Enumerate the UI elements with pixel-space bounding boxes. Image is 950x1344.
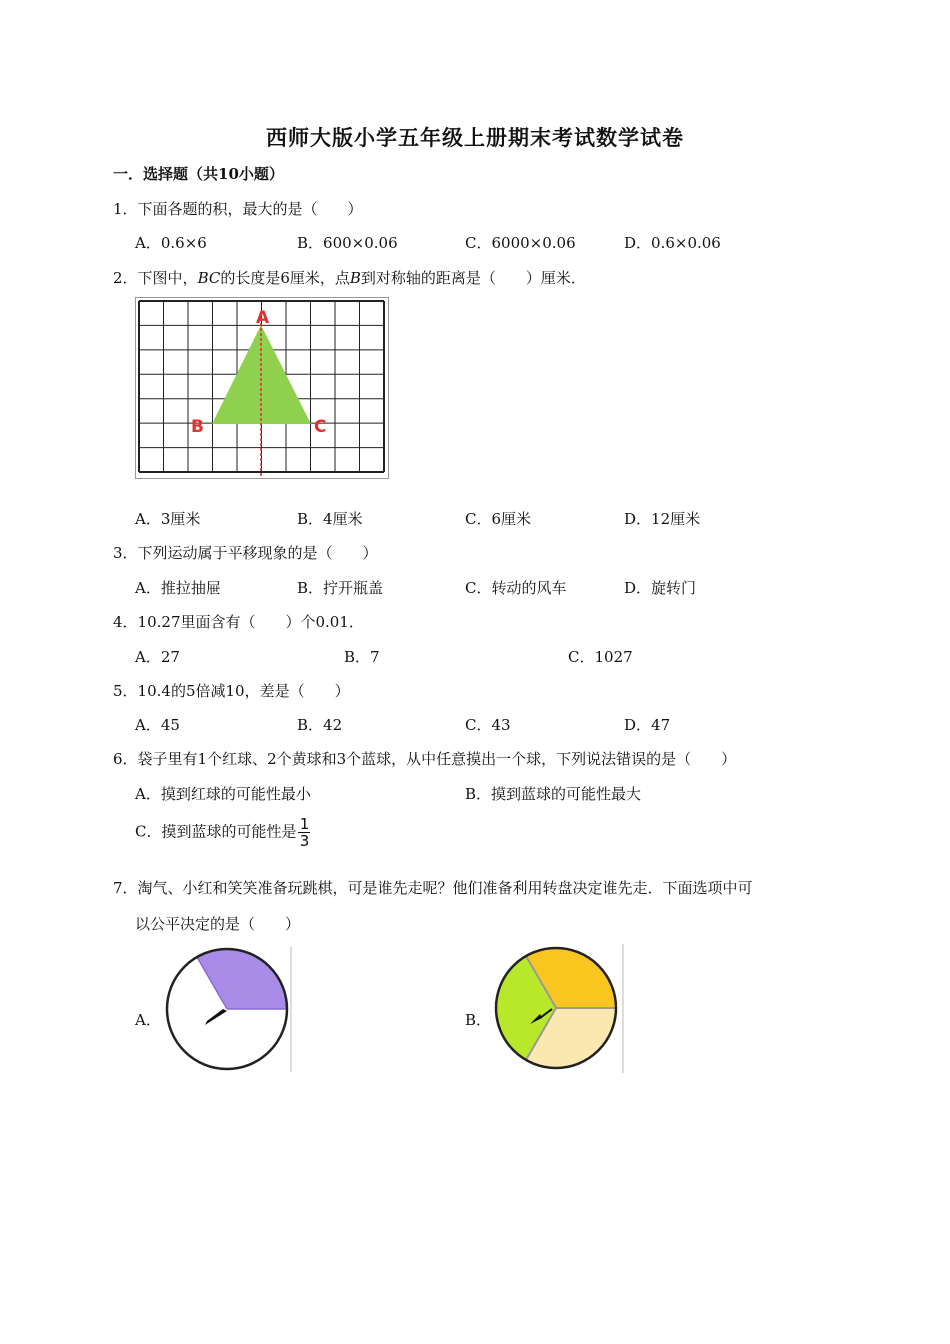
q2-option-d: D．12厘米 [624, 510, 701, 528]
question-6: 6．袋子里有1个红球、2个黄球和3个蓝球，从中任意摸出一个球，下列说法错误的是（ ） [113, 750, 737, 768]
q7-option-a-label: A． [135, 1011, 161, 1029]
q2-option-c: C．6厘米 [465, 510, 532, 528]
q1-option-c: C．6000×0.06 [465, 234, 576, 252]
fraction-numerator: 1 [299, 815, 310, 833]
section-heading: 一．选择题（共10小题） [113, 165, 284, 183]
q5-option-a: A．45 [135, 716, 180, 734]
q1-option-b: B．600×0.06 [297, 234, 398, 252]
question-2 [113, 267, 586, 288]
spinner-b [492, 942, 626, 1074]
q3-option-b: B．拧开瓶盖 [297, 579, 384, 597]
question-4: 4．10.27里面含有（ ）个0.01． [113, 613, 364, 631]
q3-option-d: D．旋转门 [624, 579, 697, 597]
question-7-line-1: 7．淘气、小红和笑笑准备玩跳棋，可是谁先走呢？他们准备利用转盘决定谁先走．下面选项中可 [113, 879, 753, 897]
label-a: A [256, 308, 270, 328]
q3-option-c: C．转动的风车 [465, 579, 567, 597]
q1-option-d: D．0.6×0.06 [624, 234, 721, 252]
question-3: 3．下列运动属于平移现象的是（ ） [113, 544, 378, 562]
label-c: C [314, 417, 327, 437]
label-b: B [191, 417, 204, 437]
q5-option-d: D．47 [624, 716, 671, 734]
q4-option-b: B．7 [344, 648, 380, 666]
q2-mid: 的长度是6厘米，点 [220, 269, 350, 287]
q4-option-c: C．1027 [568, 648, 633, 666]
fraction-denominator: 3 [299, 832, 310, 850]
q6-option-c-text: C．摸到蓝球的可能性是 [135, 822, 297, 841]
q5-option-b: B．42 [297, 716, 343, 734]
triangle-grid-figure [135, 297, 389, 479]
q1-option-a: A．0.6×6 [135, 234, 207, 252]
q6-option-c [135, 816, 310, 849]
q2-var-b: B [349, 269, 361, 287]
q2-option-a: A．3厘米 [135, 510, 201, 528]
fraction-one-third [298, 816, 310, 849]
q6-option-a: A．摸到红球的可能性最小 [135, 785, 311, 803]
question-7-line-2: 以公平决定的是（ ） [135, 915, 301, 933]
question-1: 1．下面各题的积，最大的是（ ） [113, 200, 363, 218]
q2-option-b: B．4厘米 [297, 510, 363, 528]
paper-title: 西师大版小学五年级上册期末考试数学试卷 [266, 125, 684, 150]
q2-num: 2． [113, 269, 138, 287]
q2-post: 到对称轴的距离是（ ）厘米． [360, 269, 586, 287]
q7-option-b-label: B． [465, 1011, 492, 1029]
q2-var-bc: BC [197, 269, 221, 287]
q5-option-c: C．43 [465, 716, 511, 734]
q2-pre: 下图中， [137, 269, 198, 287]
q3-option-a: A．推拉抽屉 [135, 579, 221, 597]
question-5: 5．10.4的5倍减10，差是（ ） [113, 682, 350, 700]
q4-option-a: A．27 [135, 648, 180, 666]
q6-option-b: B．摸到蓝球的可能性最大 [465, 785, 642, 803]
spinner-a [163, 945, 295, 1073]
